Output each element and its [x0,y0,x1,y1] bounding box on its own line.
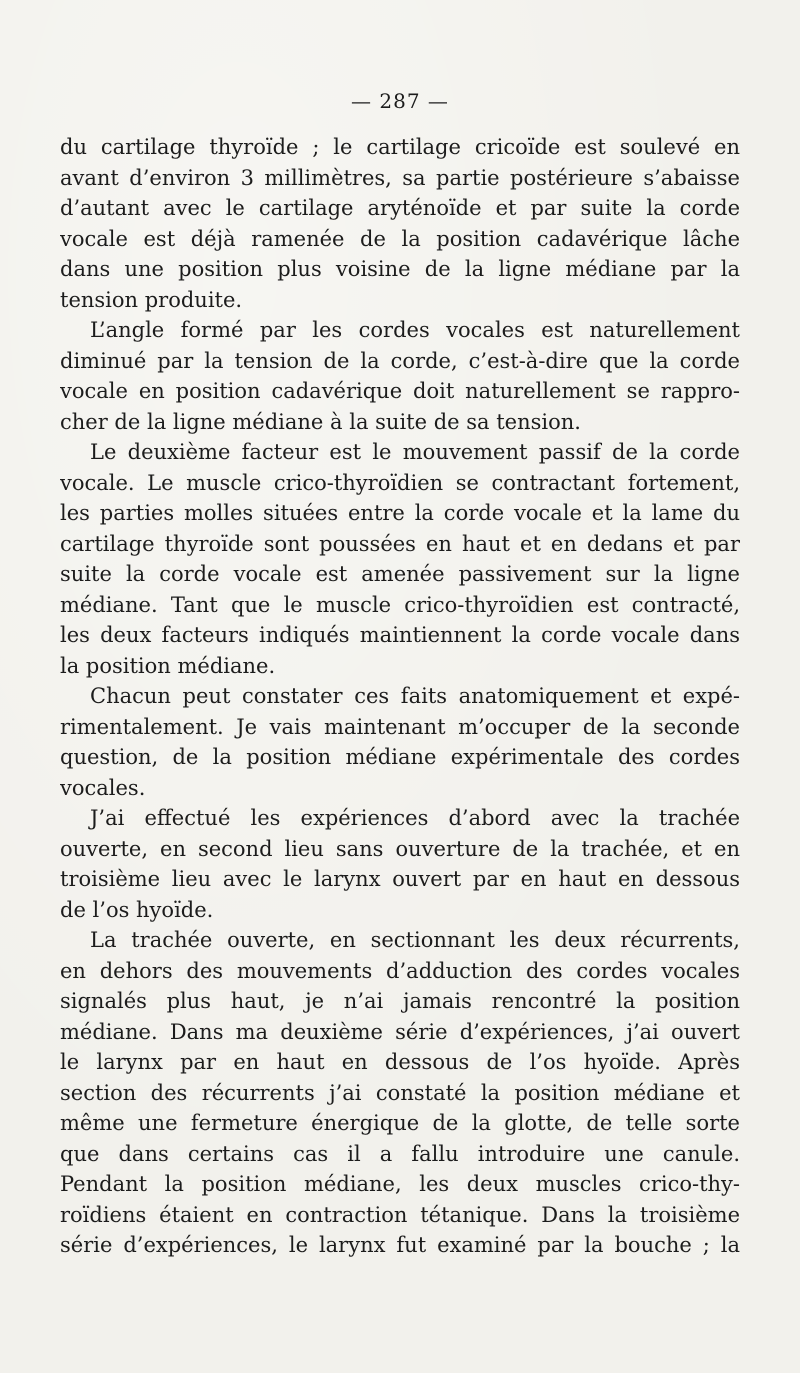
paragraph [60,132,740,315]
text-line: cher de la ligne médiane à la suite de sa tension. [60,409,581,434]
text-line: en dehors des mouvements d’adduction des cordes vocales [60,958,740,983]
text-line: cartilage thyroïde sont poussées en haut et en dedans et par [60,531,740,556]
text-line: dans une position plus voisine de la ligne médiane par la [60,257,740,281]
page-number: — 287 — [351,89,449,113]
text-line: Pendant la position médiane, les deux muscles crico-thy- [60,1172,740,1196]
text-line: vocale. Le muscle crico-thyroïdien se contractant fortement, [60,470,740,495]
paragraph [60,681,740,803]
text-line: question, de la position médiane expérimentale des cordes [60,745,740,769]
text-line: même une fermeture énergique de la glotte, de telle sorte [60,1111,740,1135]
body-text [60,132,740,1261]
text-line: vocale en position cadavérique doit naturellement se rappro- [60,379,740,403]
text-line: suite la corde vocale est amenée passivement sur la ligne [60,562,740,586]
paragraph [60,315,740,437]
text-line: les parties molles situées entre la corde vocale et la lame du [60,501,740,525]
text-line: le larynx par en haut en dessous de l’os hyoïde. Après [60,1050,740,1074]
text-line: L’angle formé par les cordes vocales est naturellement [90,318,740,342]
text-line: médiane. Tant que le muscle crico-thyroïdien est contracté, [60,592,740,617]
text-line: du cartilage thyroïde ; le cartilage cricoïde est soulevé en [60,135,740,159]
text-line: d’autant avec le cartilage aryténoïde et par suite la corde [60,196,740,220]
text-line: série d’expériences, le larynx fut examiné par la bouche ; la [60,1233,740,1257]
paragraph [60,803,740,925]
paragraph [60,925,740,1261]
text-line: les deux facteurs indiqués maintiennent la corde vocale dans [60,623,740,647]
text-line: tension produite. [60,287,243,312]
text-line: de l’os hyoïde. [60,897,214,922]
text-line: roïdiens étaient en contraction tétanique. Dans la troisième [60,1202,740,1227]
text-line: diminué par la tension de la corde, c’est-à-dire que la corde [60,348,740,373]
text-line: troisième lieu avec le larynx ouvert par en haut en dessous [60,867,740,891]
text-line: Chacun peut constater ces faits anatomiquement et expé- [90,684,740,708]
text-line: ouverte, en second lieu sans ouverture de la trachée, et en [60,836,740,861]
text-line: vocales. [60,775,146,800]
text-line: Le deuxième facteur est le mouvement passif de la corde [90,440,740,464]
text-line: rimentalement. Je vais maintenant m’occuper de la seconde [60,714,740,739]
text-line: La trachée ouverte, en sectionnant les deux récurrents, [90,928,740,952]
text-line: que dans certains cas il a fallu introduire une canule. [60,1141,740,1166]
text-line: avant d’environ 3 millimètres, sa partie postérieure s’abaisse [60,165,740,190]
paragraph [60,437,740,681]
text-line: la position médiane. [60,653,276,678]
text-line: vocale est déjà ramenée de la position cadavérique lâche [60,226,740,251]
text-line: J’ai effectué les expériences d’abord avec la trachée [90,806,740,830]
text-line: section des récurrents j’ai constaté la position médiane et [60,1080,740,1105]
text-line: signalés plus haut, je n’ai jamais rencontré la position [60,989,740,1013]
text-line: médiane. Dans ma deuxième série d’expériences, j’ai ouvert [60,1019,740,1044]
